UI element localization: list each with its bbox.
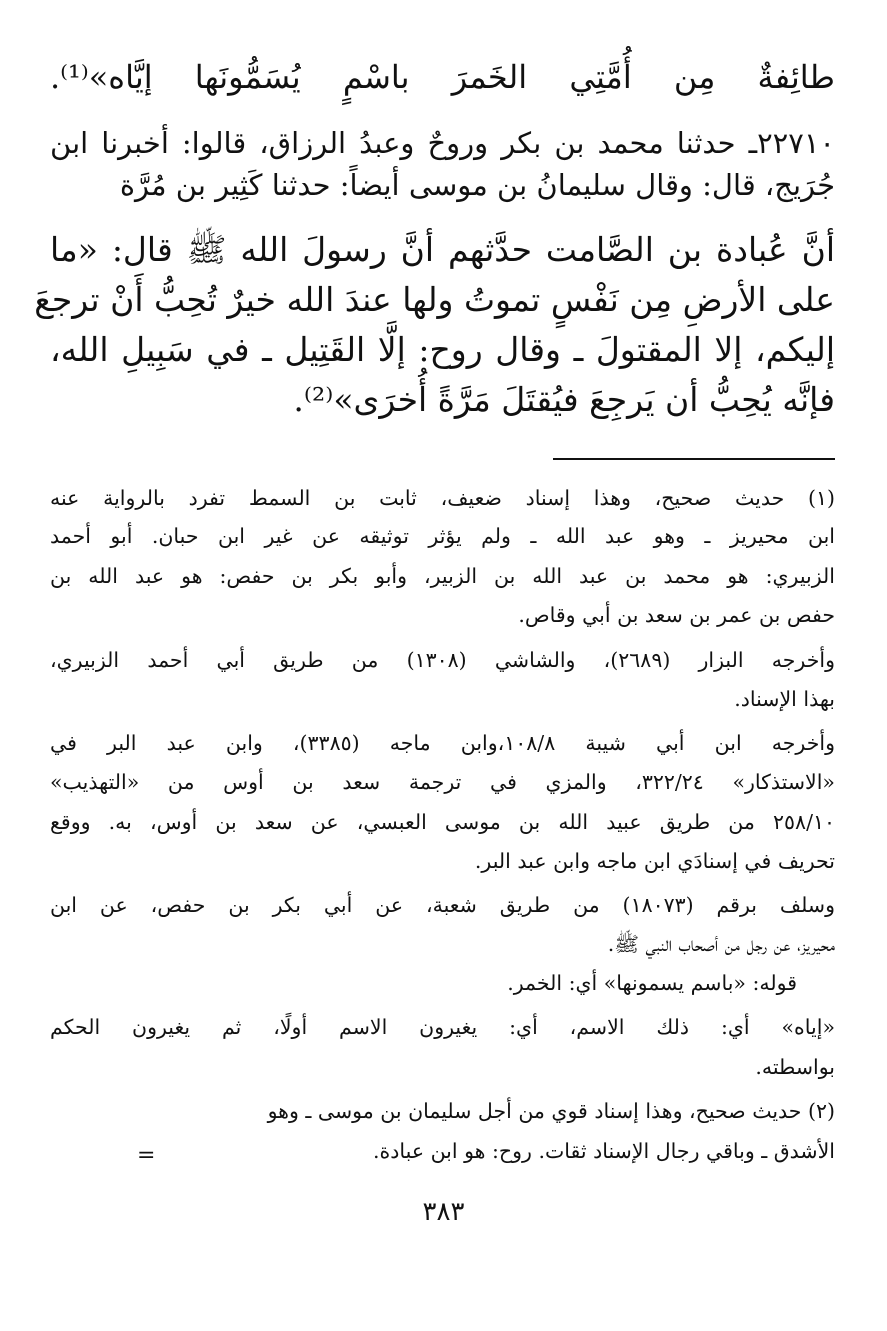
isnad-line: جُرَيج، قال: وقال سليمانُ بن موسى أيضاً: حدثنا كَثِير بن مُرَّة bbox=[119, 168, 835, 202]
hadith-text-line: فإنَّه يُحِبُّ أن يَرجِعَ فيُقتَلَ مَرَّةً أُخرَى»⁽²⁾. bbox=[293, 380, 835, 419]
footnote-line: بهذا الإسناد. bbox=[734, 687, 835, 711]
footnote-separator bbox=[553, 458, 835, 460]
hadith-text-line: إليكم، إلا المقتولَ ـ وقال روح: إلَّا القَتِيل ـ في سَبِيلِ الله، bbox=[50, 330, 835, 369]
footnote-line: «إياه» أي: ذلك الاسم، أي: يغيرون الاسم أولًا، ثم يغيرون الحكم bbox=[50, 1015, 835, 1039]
footnote-line: «الاستذكار» ٣٢٢/٢٤، والمزي في ترجمة سعد بن أوس من «التهذيب» bbox=[50, 770, 835, 794]
footnote-line: ٢٥٨/١٠ من طريق عبيد الله بن موسى العبسي، عن سعد بن أوس، به. ووقع bbox=[50, 810, 835, 834]
footnote-line: تحريف في إسنادَي ابن ماجه وابن عبد البر. bbox=[474, 849, 835, 873]
footnote-line: الأشدق ـ وباقي رجال الإسناد ثقات. روح: هو ابن عبادة. bbox=[373, 1139, 835, 1163]
footnote-line: وأخرجه البزار (٢٦٨٩)، والشاشي (١٣٠٨) من طريق أبي أحمد الزبيري، bbox=[50, 648, 835, 672]
footnote-line: الزبيري: هو محمد بن عبد الله بن الزبير، وأبو بكر بن حفص: هو عبد الله بن bbox=[50, 564, 835, 588]
footnote-line: ابن محيريز ـ وهو عبد الله ـ ولم يؤثر توثيقه عن غير ابن حبان. أبو أحمد bbox=[50, 524, 835, 548]
footnote-line: بواسطته. bbox=[755, 1055, 835, 1079]
hadith-text-line: طائِفةٌ مِن أُمَّتِي الخَمرَ باسْمٍ يُسَمُّونَها إيَّاه»⁽¹⁾. bbox=[50, 58, 835, 96]
footnote-line: وأخرجه ابن أبي شيبة ١٠٨/٨،وابن ماجه (٣٣٨٥)، وابن عبد البر في bbox=[50, 731, 836, 755]
hadith-text-line: أنَّ عُبادة بن الصَّامت حدَّثهم أنَّ رسولَ الله ﷺ قال: «ما bbox=[50, 230, 835, 269]
footnote-line: (١) حديث صحيح، وهذا إسناد ضعيف، ثابت بن السمط تفرد بالرواية عنه bbox=[50, 486, 835, 510]
hadith-text-line: على الأرضِ مِن نَفْسٍ تموتُ ولها عندَ الله خيرٌ تُحِبُّ أَنْ ترجعَ bbox=[34, 280, 835, 319]
footnote-line: محيريز، عن رجل من أصحاب النبي ﷺ. bbox=[607, 932, 835, 956]
isnad-line: ٢٢٧١٠ـ حدثنا محمد بن بكر وروحٌ وعبدُ الرزاق، قالوا: أخبرنا ابن bbox=[50, 126, 835, 160]
continuation-mark: = bbox=[137, 1143, 156, 1168]
footnote-line: (٢) حديث صحيح، وهذا إسناد قوي من أجل سليمان بن موسى ـ وهو bbox=[267, 1099, 835, 1123]
footnote-line: حفص بن عمر بن سعد بن أبي وقاص. bbox=[518, 603, 835, 627]
footnote-line: قوله: «باسم يسمونها» أي: الخمر. bbox=[507, 971, 797, 995]
page-number: ٣٨٣ bbox=[422, 1197, 465, 1227]
footnote-line: وسلف برقم (١٨٠٧٣) من طريق شعبة، عن أبي بكر بن حفص، عن ابن bbox=[50, 893, 835, 917]
